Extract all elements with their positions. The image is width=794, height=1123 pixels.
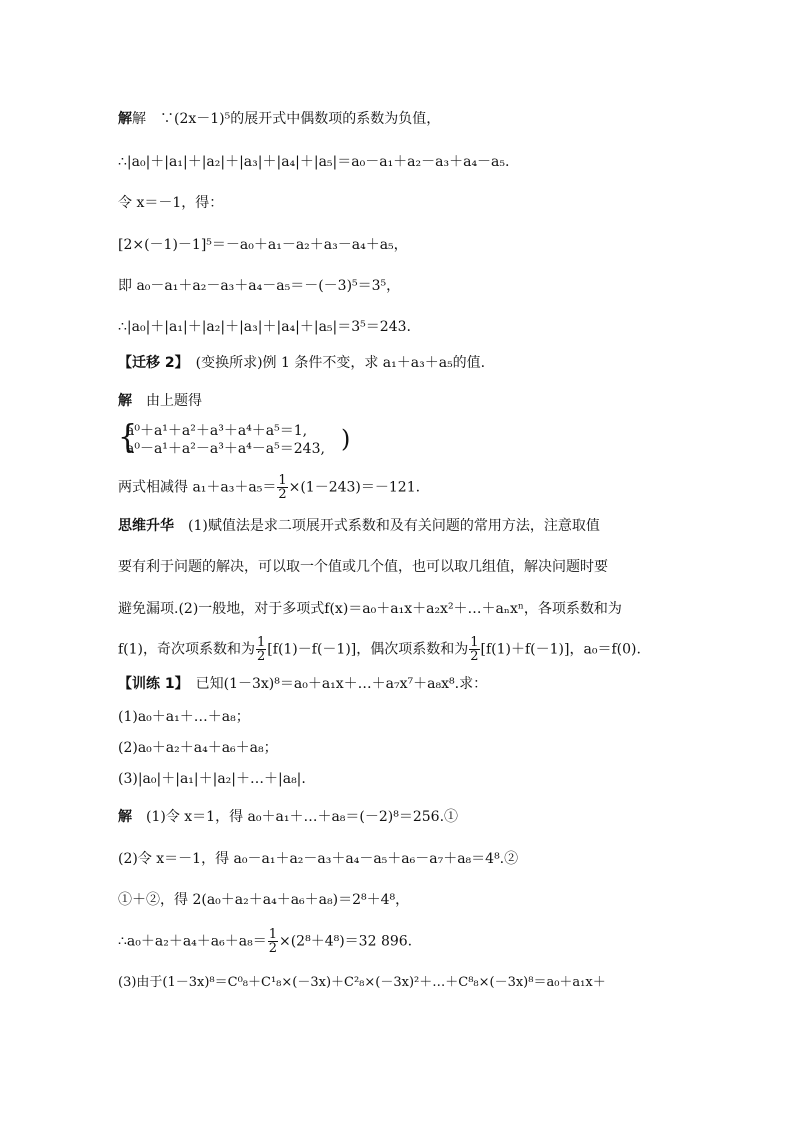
fraction-denominator: 2: [278, 487, 287, 502]
training-1-text: 已知(1－3x)⁸＝a₀＋a₁x＋…＋a₇x⁷＋a₈x⁸.求：: [181, 676, 488, 692]
transfer-2-text: (变换所求)例 1 条件不变，求 a₁＋a₃＋a₅的值.: [181, 355, 486, 371]
system-equation-2: a⁰－a¹＋a²－a³＋a⁴－a⁵＝243,: [126, 441, 325, 457]
summary-4-c: [f(1)＋f(－1)]，a₀＝f(0).: [480, 641, 641, 658]
fraction-denominator: 2: [470, 649, 479, 664]
left-brace: {: [118, 419, 138, 456]
part-2-line: (2)令 x＝－1，得 a₀－a₁＋a₂－a₃＋a₄－a₅＋a₆－a₇＋a₈＝4⁸.②: [118, 851, 519, 867]
subtract-text-post: ×(1－243)＝－121.: [288, 479, 421, 496]
half-fraction-3: [469, 636, 479, 663]
solution-line-2: [118, 392, 202, 410]
transfer-2-line: [118, 354, 485, 372]
summary-4-a: f(1)，奇次项系数和为: [118, 641, 256, 658]
right-paren: ): [341, 425, 351, 453]
summary-text: (1)赋值法是求二项展开式系数和及有关问题的常用方法，注意取值: [174, 518, 600, 534]
fraction-numerator: 1: [268, 927, 277, 942]
solution-line-3: [118, 808, 458, 826]
summary-line-4: [118, 636, 641, 663]
solution-line-1: [118, 110, 440, 128]
fraction-numerator: 1: [470, 635, 479, 650]
transfer-2-label: 【迁移 2】: [118, 355, 182, 371]
question-1: (1)a₀＋a₁＋…＋a₈；: [118, 709, 250, 725]
even-sum-pre: ∴a₀＋a₂＋a₄＋a₆＋a₈＝: [118, 933, 267, 950]
half-fraction-4: [268, 928, 278, 955]
solution-text-2: 由上题得: [132, 393, 202, 409]
abs-sum-line: ∴|a₀|＋|a₁|＋|a₂|＋|a₃|＋|a₄|＋|a₅|＝a₀－a₁＋a₂－a₃＋a₄－a₅.: [118, 154, 510, 170]
let-x-line: 令 x＝－1，得：: [118, 195, 224, 211]
abs-sum-result-line: ∴|a₀|＋|a₁|＋|a₂|＋|a₃|＋|a₄|＋|a₅|＝3⁵＝243.: [118, 319, 411, 335]
summary-line-2: 要有利于问题的解决，可以取一个值或几个值，也可以取几组值，解决问题时要: [118, 559, 608, 575]
even-sum-post: ×(2⁸＋4⁸)＝32 896.: [278, 933, 413, 950]
summary-label: 思维升华: [118, 518, 174, 534]
question-3: (3)|a₀|＋|a₁|＋|a₂|＋…＋|a₈|.: [118, 771, 306, 787]
half-fraction: [277, 474, 287, 501]
subtract-line: [118, 474, 420, 501]
summary-line-3: 避免漏项.(2)一般地，对于多项式f(x)＝a₀＋a₁x＋a₂x²＋…＋aₙxⁿ，各项系数和为: [118, 601, 622, 617]
fraction-denominator: 2: [268, 941, 277, 956]
system-equation-1: a⁰＋a¹＋a²＋a³＋a⁴＋a⁵＝1,: [126, 423, 308, 439]
question-2: (2)a₀＋a₂＋a₄＋a₆＋a₈；: [118, 740, 278, 756]
training-1-label: 【训练 1】: [118, 676, 182, 692]
solution-text-3: (1)令 x＝1，得 a₀＋a₁＋…＋a₈＝(－2)⁸＝256.①: [132, 809, 459, 825]
fraction-denominator: 2: [257, 649, 266, 664]
solution-label-2: 解: [118, 393, 132, 409]
solution-text: 解 ∵(2x－1)⁵的展开式中偶数项的系数为负值，: [132, 111, 441, 127]
summary-4-b: [f(1)－f(－1)]，偶次项系数和为: [267, 641, 469, 658]
even-sum-line: [118, 928, 412, 955]
summary-line-1: [118, 517, 600, 535]
fraction-numerator: 1: [257, 635, 266, 650]
part-3-line: (3)由于(1－3x)⁸＝C⁰₈＋C¹₈×(－3x)＋C²₈×(－3x)²＋…＋C⁸₈×(－3x)⁸＝a₀＋a₁x＋: [118, 975, 606, 990]
solution-label-3: 解: [118, 809, 132, 825]
subtract-text-pre: 两式相减得 a₁＋a₃＋a₅＝: [118, 479, 277, 496]
result-line: 即 a₀－a₁＋a₂－a₃＋a₄－a₅＝－(－3)⁵＝3⁵，: [118, 278, 401, 294]
substitution-line: [2×(－1)－1]⁵＝－a₀＋a₁－a₂＋a₃－a₄＋a₅，: [118, 237, 408, 253]
sum-line: ①＋②，得 2(a₀＋a₂＋a₄＋a₆＋a₈)＝2⁸＋4⁸，: [118, 892, 410, 908]
half-fraction-2: [256, 636, 266, 663]
training-1-line: [118, 675, 487, 693]
fraction-numerator: 1: [278, 473, 287, 488]
solution-label: 解: [118, 111, 132, 127]
